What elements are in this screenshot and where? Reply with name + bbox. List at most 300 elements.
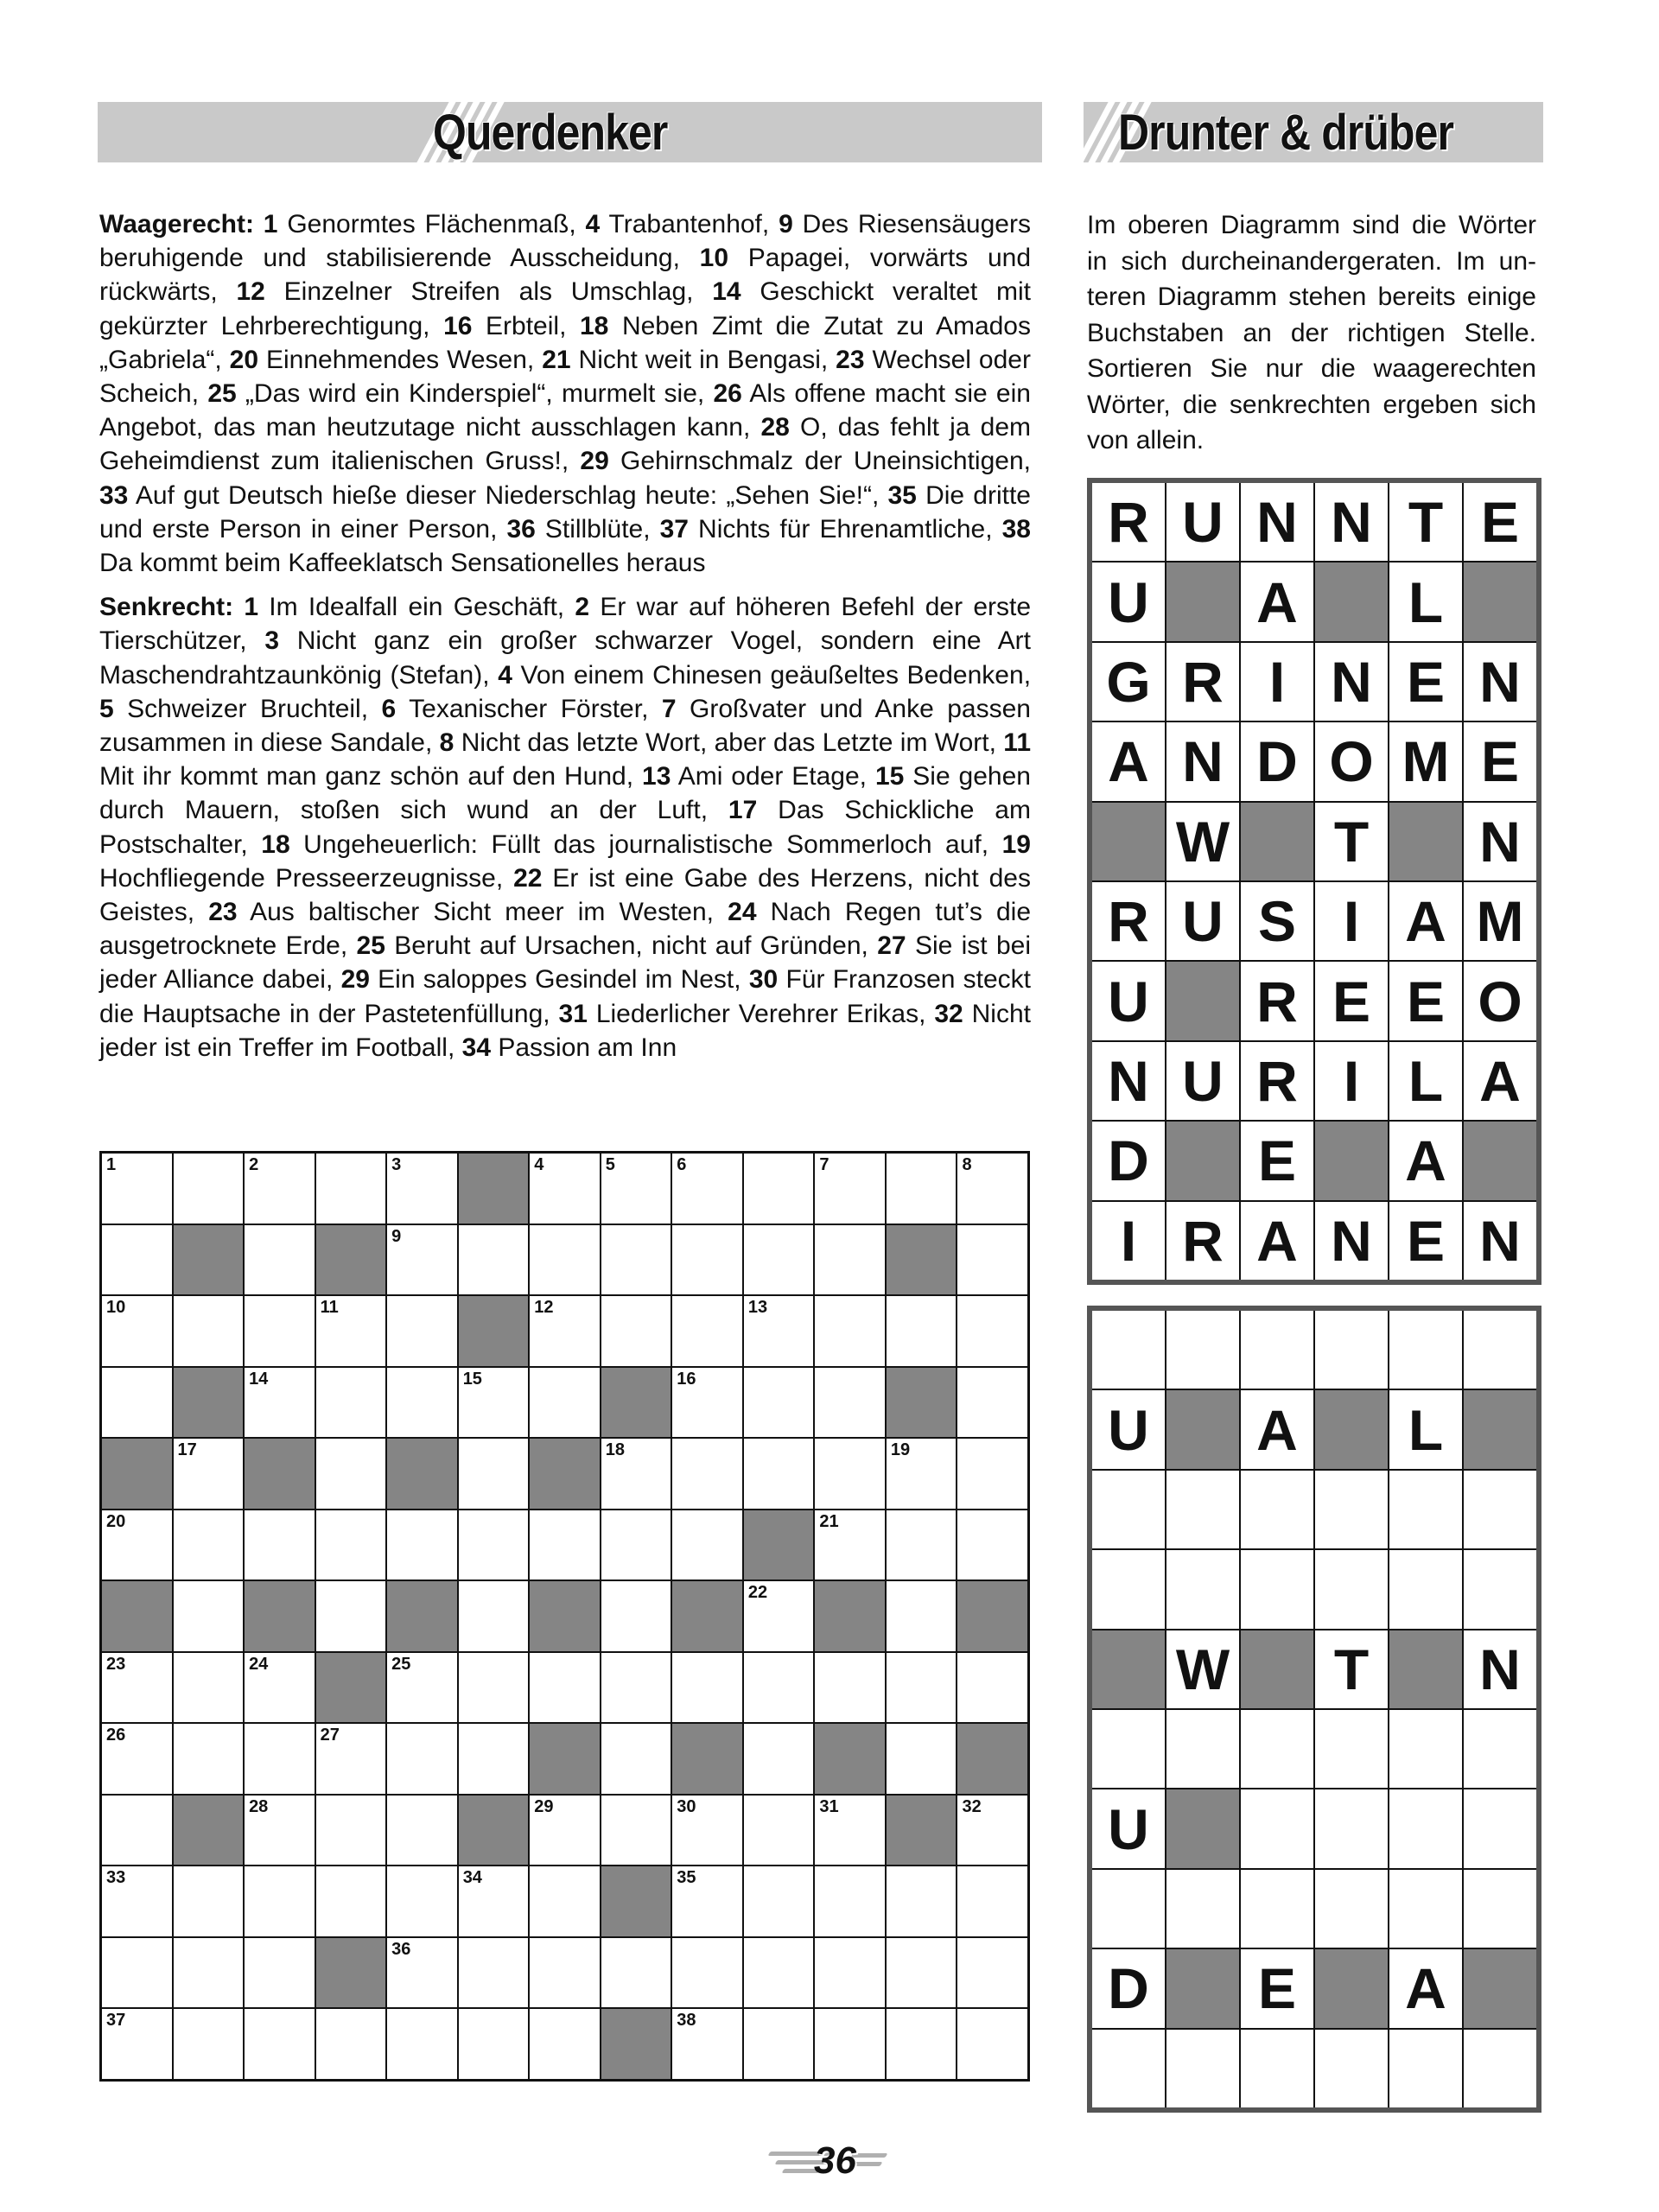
crossword-cell[interactable]	[316, 1724, 386, 1794]
diagram-empty-cell[interactable]	[1389, 1550, 1462, 1628]
diagram-empty-cell[interactable]	[1315, 1870, 1388, 1948]
crossword-cell[interactable]	[601, 1439, 671, 1509]
crossword-cell[interactable]	[316, 1439, 386, 1509]
cell-number: 35	[677, 1868, 696, 1888]
crossword-cell[interactable]	[887, 1510, 957, 1580]
diagram-black-cell	[1464, 563, 1536, 640]
crossword-cell[interactable]	[459, 1581, 529, 1651]
crossword-cell[interactable]	[815, 1938, 885, 2008]
clue-text-item: Trabantenhof	[608, 210, 762, 238]
diagram-empty-cell[interactable]	[1315, 2030, 1388, 2107]
crossword-cell[interactable]	[672, 1225, 742, 1295]
crossword-cell[interactable]	[957, 1296, 1027, 1366]
crossword-cell[interactable]	[316, 2009, 386, 2079]
crossword-cell[interactable]	[530, 1653, 600, 1723]
clue-number: 17	[728, 796, 758, 825]
page-number-text: 36	[814, 2139, 856, 2182]
crossword-cell[interactable]	[174, 1653, 244, 1723]
clue-text-item: Von einem Chinesen geäußeltes Bedenken	[520, 660, 1024, 690]
diagram-letter-cell: N	[1464, 803, 1536, 880]
crossword-cell[interactable]	[245, 1653, 315, 1723]
crossword-cell[interactable]	[459, 1724, 529, 1794]
senkrecht-clues: Senkrecht: 1 Im Idealfall ein Geschäft, 2 Er war auf höheren Befehl der erste Tierschützer, 3 Nicht ganz ein großer schwarzer Vogel, sondern eine Art Maschendrahtzaunkönig (Stefan), 4 Von einem Chinesen geäußeltes Bedenken, 5 Schweizer Bruchteil, 6 Texanischer Förster, 7 Großvater und Anke passen zusammen in diese Sandale, 8 Nicht das letzte Wort, aber das Letzte im Wort, 11 Mit ihr kommt man ganz schön auf den Hund, 13 Ami oder Etage, 15 Sie gehen durch Mauern, stoßen sich wund an der Luft, 17 Das Schickliche am Postschalter, 18 Ungeheuerlich: Füllt das journalistische Sommerloch auf, 19 Hochfliegende Presseerzeugnisse, 22 Er ist eine Gabe des Herzens, nicht des Geistes, 23 Aus baltischer Sicht meer im Westen, 24 Nach Regen tut’s die ausgetrocknete Erde, 25 Beruht auf Ursachen, nicht auf Gründen, 27 Sie ist bei jeder Alliance dabei, 29 Ein saloppes Gesindel im Nest, 30 Für Franzosen steckt die Hauptsache in der Pastetenfüllung, 31 Liederlicher Verehrer Erikas, 32 Nicht jeder ist ein Treffer im Football, 34 Passion am Inn	[99, 593, 1032, 1062]
crossword-cell[interactable]	[887, 1724, 957, 1794]
clue-number: 26	[713, 379, 742, 409]
crossword-cell[interactable]	[601, 1653, 671, 1723]
crossword-cell[interactable]	[245, 2009, 315, 2079]
crossword-cell[interactable]	[174, 1296, 244, 1366]
crossword-cell[interactable]	[672, 1938, 742, 2008]
crossword-cell[interactable]	[957, 1225, 1027, 1295]
crossword-cell[interactable]	[174, 1439, 244, 1509]
crossword-cell[interactable]	[672, 1653, 742, 1723]
diagram-empty-cell[interactable]	[1241, 1550, 1313, 1628]
cell-number: 5	[605, 1155, 615, 1174]
crossword-cell[interactable]	[957, 1938, 1027, 2008]
diagram-letter-cell: A	[1241, 1390, 1313, 1468]
cell-number: 21	[819, 1511, 839, 1531]
crossword-cell[interactable]	[387, 1368, 457, 1438]
crossword-cell[interactable]	[459, 1653, 529, 1723]
crossword-cell[interactable]	[459, 1225, 529, 1295]
crossword-cell[interactable]	[887, 1938, 957, 2008]
diagram-black-cell	[1166, 1122, 1239, 1199]
diagram-black-cell	[1166, 1390, 1239, 1468]
diagram-black-cell	[1464, 1949, 1536, 2027]
diagram-letter-cell: A	[1389, 1949, 1462, 2027]
diagram-letter-cell: E	[1389, 962, 1462, 1039]
crossword-cell[interactable]	[744, 1796, 814, 1866]
clue-text-item: Genormtes Flächenmaß	[287, 210, 569, 238]
crossword-cell[interactable]	[957, 1439, 1027, 1509]
diagram-black-cell	[1092, 803, 1165, 880]
diagram-letter-cell: A	[1389, 1122, 1462, 1199]
crossword-cell[interactable]	[459, 2009, 529, 2079]
crossword-cell[interactable]	[887, 1439, 957, 1509]
crossword-cell[interactable]	[887, 1154, 957, 1224]
crossword-cell[interactable]	[459, 1938, 529, 2008]
clue-text-item: Da kommt beim Kaffeeklatsch Sensationelles heraus	[99, 549, 706, 578]
diagram-letter-cell: E	[1315, 962, 1388, 1039]
clue-text-item: Als offene macht sie ein Angebot, das man heutzutage nicht ausschlagen kann	[99, 379, 1031, 442]
diagram-empty-cell[interactable]	[1092, 1870, 1165, 1948]
cell-number: 14	[249, 1369, 269, 1389]
cell-number: 23	[106, 1654, 126, 1674]
crossword-cell[interactable]	[744, 1581, 814, 1651]
cell-number: 27	[320, 1726, 340, 1745]
clue-number: 29	[580, 447, 609, 476]
crossword-cell[interactable]	[245, 1724, 315, 1794]
crossword-cell[interactable]	[887, 1653, 957, 1723]
crossword-cell[interactable]	[530, 1154, 600, 1224]
diagram-empty-cell[interactable]	[1464, 1550, 1536, 1628]
diagram-empty-cell[interactable]	[1092, 2030, 1165, 2107]
crossword-black-cell	[245, 1581, 315, 1651]
crossword-cell[interactable]	[387, 1154, 457, 1224]
clue-text-item: Nichts für Ehrenamtliche	[698, 514, 986, 543]
crossword-cell[interactable]	[744, 1368, 814, 1438]
diagram-empty-cell[interactable]	[1464, 1471, 1536, 1548]
crossword-cell[interactable]	[387, 1938, 457, 2008]
diagram-empty-cell[interactable]	[1166, 1471, 1239, 1548]
diagram-letter-cell: L	[1389, 1390, 1462, 1468]
crossword-cell[interactable]	[672, 1368, 742, 1438]
diagram-empty-cell[interactable]	[1241, 1789, 1313, 1867]
cell-number: 16	[677, 1369, 696, 1389]
diagram-letter-cell: R	[1092, 882, 1165, 960]
crossword-cell[interactable]	[815, 1368, 885, 1438]
crossword-cell[interactable]	[957, 1510, 1027, 1580]
diagram-letter-cell: W	[1166, 1630, 1239, 1708]
crossword-cell[interactable]	[316, 1866, 386, 1936]
cell-number: 18	[605, 1440, 626, 1460]
crossword-black-cell	[815, 1724, 885, 1794]
crossword-cell[interactable]	[316, 1368, 386, 1438]
crossword-cell[interactable]	[174, 1866, 244, 1936]
crossword-cell[interactable]	[530, 1296, 600, 1366]
crossword-cell[interactable]	[601, 1938, 671, 2008]
clue-text-item: Nach Regen tut’s die ausgetrocknete Erde	[99, 898, 1032, 961]
crossword-cell[interactable]	[887, 1581, 957, 1651]
clue-text-item: Passion am Inn	[498, 1033, 677, 1062]
diagram-black-cell	[1241, 803, 1313, 880]
crossword-cell[interactable]	[887, 1866, 957, 1936]
crossword-cell[interactable]	[245, 1296, 315, 1366]
crossword-cell[interactable]	[672, 1510, 742, 1580]
cell-number: 20	[106, 1511, 126, 1531]
diagram-empty-cell[interactable]	[1241, 1471, 1313, 1548]
diagram-black-cell	[1166, 1789, 1239, 1867]
crossword-cell[interactable]	[387, 1510, 457, 1580]
diagram-empty-cell[interactable]	[1464, 1710, 1536, 1788]
diagram-black-cell	[1315, 1122, 1388, 1199]
crossword-black-cell	[601, 1368, 671, 1438]
crossword-cell[interactable]	[744, 1653, 814, 1723]
crossword-cell[interactable]	[316, 1796, 386, 1866]
diagram-empty-cell[interactable]	[1389, 1789, 1462, 1867]
diagram-empty-cell[interactable]	[1092, 1550, 1165, 1628]
crossword-black-cell	[102, 1439, 172, 1509]
crossword-cell[interactable]	[744, 1866, 814, 1936]
crossword-black-cell	[174, 1225, 244, 1295]
crossword-cell[interactable]	[102, 1724, 172, 1794]
crossword-cell[interactable]	[245, 1796, 315, 1866]
diagram-empty-cell[interactable]	[1315, 1471, 1388, 1548]
diagram-empty-cell[interactable]	[1241, 1870, 1313, 1948]
crossword-cell[interactable]	[530, 1796, 600, 1866]
diagram-letter-cell: E	[1464, 722, 1536, 800]
diagram-letter-cell: A	[1241, 563, 1313, 640]
crossword-cell[interactable]	[957, 1653, 1027, 1723]
cell-number: 19	[890, 1440, 911, 1460]
clue-text-item: Einnehmendes Wesen	[266, 345, 527, 374]
crossword-cell[interactable]	[815, 1653, 885, 1723]
diagram-letter-cell: R	[1241, 962, 1313, 1039]
cell-number: 6	[677, 1155, 687, 1174]
crossword-cell[interactable]	[316, 1296, 386, 1366]
crossword-cell[interactable]	[672, 1796, 742, 1866]
diagram-letter-cell: N	[1315, 1202, 1388, 1280]
cell-number: 7	[819, 1155, 830, 1174]
crossword-cell[interactable]	[102, 1796, 172, 1866]
crossword-cell[interactable]	[815, 1225, 885, 1295]
diagram-empty-cell[interactable]	[1092, 1471, 1165, 1548]
diagram-empty-cell[interactable]	[1389, 2030, 1462, 2107]
crossword-cell[interactable]	[887, 2009, 957, 2079]
crossword-cell[interactable]	[815, 1796, 885, 1866]
diagram-empty-cell[interactable]	[1166, 1550, 1239, 1628]
clue-number: 18	[579, 311, 609, 340]
crossword-cell[interactable]	[957, 1154, 1027, 1224]
crossword-cell[interactable]	[601, 1581, 671, 1651]
crossword-cell[interactable]	[102, 1866, 172, 1936]
diagram-empty-cell[interactable]	[1389, 1710, 1462, 1788]
clue-text-item: Nicht jeder ist ein Treffer im Football	[99, 999, 1031, 1062]
crossword-cell[interactable]	[815, 2009, 885, 2079]
crossword-cell[interactable]	[601, 1225, 671, 1295]
crossword-black-cell	[245, 1439, 315, 1509]
crossword-cell[interactable]	[815, 1296, 885, 1366]
crossword-cell[interactable]	[245, 1225, 315, 1295]
clue-text-item: Sie ist bei jeder Alliance dabei	[99, 931, 1032, 995]
clue-text-item: Ungeheuerlich: Füllt das journalistische Sommerloch auf	[303, 830, 982, 859]
clue-number: 30	[748, 965, 779, 995]
crossword-cell[interactable]	[102, 1368, 172, 1438]
crossword-cell[interactable]	[102, 1938, 172, 2008]
crossword-cell[interactable]	[530, 1938, 600, 2008]
cell-number: 4	[534, 1155, 544, 1174]
crossword-cell[interactable]	[387, 1225, 457, 1295]
crossword-cell[interactable]	[387, 1296, 457, 1366]
crossword-cell[interactable]	[744, 1154, 814, 1224]
clue-number: 23	[208, 898, 238, 927]
clue-number: 36	[506, 514, 536, 543]
diagram-letter-cell: U	[1092, 563, 1165, 640]
crossword-cell[interactable]	[245, 1368, 315, 1438]
crossword-cell[interactable]	[957, 2009, 1027, 2079]
crossword-cell[interactable]	[316, 1154, 386, 1224]
crossword-cell[interactable]	[174, 1581, 244, 1651]
diagram-empty-cell[interactable]	[1166, 2030, 1239, 2107]
diagram-empty-cell[interactable]	[1464, 1870, 1536, 1948]
clue-number: 15	[874, 762, 905, 791]
crossword-black-cell	[316, 1225, 386, 1295]
clue-number: 32	[934, 999, 963, 1028]
diagram-empty-cell[interactable]	[1241, 1311, 1313, 1389]
crossword-cell[interactable]	[672, 1866, 742, 1936]
crossword-cell[interactable]	[102, 1225, 172, 1295]
clue-number: 7	[661, 694, 677, 723]
crossword-cell[interactable]	[744, 1296, 814, 1366]
diagram-letter-cell: R	[1166, 643, 1239, 721]
clue-text-item: Nicht ganz ein großer schwarzer Vogel, sondern eine Art Maschendrahtzaunkönig (Stefan)	[99, 626, 1031, 690]
clue-number: 21	[542, 345, 571, 374]
cell-number: 22	[747, 1583, 768, 1603]
cell-number: 34	[462, 1868, 482, 1888]
diagram-empty-cell[interactable]	[1389, 1471, 1462, 1548]
cell-number: 8	[962, 1155, 972, 1174]
crossword-cell[interactable]	[815, 1154, 885, 1224]
diagram-empty-cell[interactable]	[1464, 1311, 1536, 1389]
clue-number: 23	[836, 345, 865, 374]
diagram-letter-cell: E	[1241, 1122, 1313, 1199]
senkrecht-heading: Senkrecht:	[99, 593, 234, 622]
crossword-cell[interactable]	[387, 2009, 457, 2079]
cell-number: 2	[249, 1155, 259, 1174]
crossword-cell[interactable]	[174, 1724, 244, 1794]
crossword-cell[interactable]	[601, 1154, 671, 1224]
clue-text-item: Neben Zimt die Zutat zu Amados „Gabriela“	[99, 311, 1031, 374]
diagram-letter-cell: G	[1092, 643, 1165, 721]
diagram-empty-cell[interactable]	[1315, 1550, 1388, 1628]
diagram-black-cell	[1092, 1630, 1165, 1708]
crossword-black-cell	[957, 1724, 1027, 1794]
diagram-empty-cell[interactable]	[1315, 1710, 1388, 1788]
crossword-cell[interactable]	[672, 1154, 742, 1224]
crossword-cell[interactable]	[174, 1154, 244, 1224]
crossword-black-cell	[459, 1796, 529, 1866]
crossword-cell[interactable]	[387, 1724, 457, 1794]
crossword-cell[interactable]	[102, 1510, 172, 1580]
crossword-cell[interactable]	[387, 1866, 457, 1936]
waagerecht-clues: Waagerecht: 1 Genormtes Flächenmaß, 4 Trabantenhof, 9 Des Riesensäugers beruhigende und stabilisierende Ausscheidung, 10 Papagei, vorwärts und rückwärts, 12 Einzelner Streifen als Umschlag, 14 Geschickt veraltet mit gekürzter Lehrberechtigung, 16 Erbteil, 18 Neben Zimt die Zutat zu Amados „Gabriela“, 20 Einnehmendes Wesen, 21 Nicht weit in Bengasi, 23 Wechsel oder Scheich, 25 „Das wird ein Kinderspiel“, murmelt sie, 26 Als offene macht sie ein Angebot, das man heutzutage nicht ausschlagen kann, 28 O, das fehlt ja dem Geheimdienst zum italienischen Gruss!, 29 Gehirnschmalz der Uneinsichtigen, 33 Auf gut Deutsch hieße dieser Niederschlag heute: „Sehen Sie!“, 35 Die dritte und erste Person in einer Person, 36 Stillblüte, 37 Nichts für Ehrenamtliche, 38 Da kommt beim Kaffeeklatsch Sensationelles heraus	[99, 210, 1032, 578]
diagram-letter-cell: U	[1166, 1042, 1239, 1120]
crossword-cell[interactable]	[387, 1796, 457, 1866]
clue-number: 22	[513, 863, 543, 893]
crossword-cell[interactable]	[601, 1724, 671, 1794]
crossword-cell[interactable]	[957, 1796, 1027, 1866]
crossword-black-cell	[459, 1154, 529, 1224]
crossword-cell[interactable]	[744, 2009, 814, 2079]
diagram-letter-cell: U	[1092, 1390, 1165, 1468]
diagram-letter-cell: N	[1464, 643, 1536, 721]
clue-number: 1	[263, 210, 278, 238]
diagram-black-cell	[1166, 1949, 1239, 2027]
crossword-cell[interactable]	[815, 1510, 885, 1580]
clue-text-item: Beruht auf Ursachen, nicht auf Gründen	[394, 931, 861, 961]
crossword-cell[interactable]	[672, 2009, 742, 2079]
crossword-cell[interactable]	[316, 1510, 386, 1580]
clue-text-item: Nicht das letzte Wort, aber das Letzte im Wort	[461, 728, 989, 758]
page-number	[769, 2134, 890, 2186]
crossword-cell[interactable]	[530, 1368, 600, 1438]
diagram-empty-cell[interactable]	[1092, 1710, 1165, 1788]
diagram-empty-cell[interactable]	[1092, 1311, 1165, 1389]
diagram-letter-cell: I	[1241, 643, 1313, 721]
clue-text-item: Wechsel oder Scheich	[99, 345, 1031, 409]
crossword-cell[interactable]	[174, 1938, 244, 2008]
crossword-black-cell	[316, 1938, 386, 2008]
crossword-cell[interactable]	[744, 1724, 814, 1794]
crossword-cell[interactable]	[744, 1938, 814, 2008]
clue-text-item: „Das wird ein Kinderspiel“, murmelt sie	[245, 379, 697, 409]
diagram-letter-cell: N	[1092, 1042, 1165, 1120]
cell-number: 32	[962, 1796, 982, 1816]
crossword-cell[interactable]	[245, 1510, 315, 1580]
diagram-empty-cell[interactable]	[1315, 1789, 1388, 1867]
crossword-cell[interactable]	[245, 1866, 315, 1936]
crossword-cell[interactable]	[815, 1866, 885, 1936]
crossword-black-cell	[530, 1724, 600, 1794]
clue-text-item: Im Idealfall ein Geschäft	[269, 593, 557, 622]
diagram-empty-cell[interactable]	[1241, 1710, 1313, 1788]
clue-number: 35	[887, 480, 917, 510]
diagram-letter-cell: E	[1464, 483, 1536, 561]
diagram-letter-cell: A	[1389, 882, 1462, 960]
clue-number: 28	[760, 413, 790, 442]
clue-text-item: Ein saloppes Gesindel im Nest	[378, 965, 734, 995]
cell-number: 26	[106, 1726, 126, 1745]
crossword-cell[interactable]	[815, 1439, 885, 1509]
waagerecht-heading: Waagerecht:	[99, 210, 254, 238]
crossword-cell[interactable]	[102, 1653, 172, 1723]
crossword-cell[interactable]	[744, 1439, 814, 1509]
crossword-cell[interactable]	[459, 1439, 529, 1509]
diagram-black-cell	[1464, 1390, 1536, 1468]
crossword-cell[interactable]	[530, 1510, 600, 1580]
diagram-empty-cell[interactable]	[1166, 1710, 1239, 1788]
diagram-empty-cell[interactable]	[1166, 1870, 1239, 1948]
crossword-cell[interactable]	[530, 1225, 600, 1295]
crossword-cell[interactable]	[245, 1938, 315, 2008]
crossword-cell[interactable]	[530, 1866, 600, 1936]
crossword-cell[interactable]	[601, 1296, 671, 1366]
clue-number: 37	[659, 514, 689, 543]
querdenker-banner	[98, 102, 1042, 162]
diagram-empty-cell[interactable]	[1315, 1311, 1388, 1389]
crossword-black-cell	[316, 1653, 386, 1723]
crossword-cell[interactable]	[316, 1581, 386, 1651]
crossword-cell[interactable]	[744, 1225, 814, 1295]
crossword-cell[interactable]	[887, 1296, 957, 1366]
crossword-cell[interactable]	[459, 1510, 529, 1580]
clue-number: 19	[1001, 830, 1031, 859]
crossword-cell[interactable]	[245, 1154, 315, 1224]
crossword-cell[interactable]	[957, 1368, 1027, 1438]
crossword-cell[interactable]	[459, 1866, 529, 1936]
diagram-empty-cell[interactable]	[1389, 1870, 1462, 1948]
crossword-cell[interactable]	[174, 1510, 244, 1580]
crossword-cell[interactable]	[957, 1866, 1027, 1936]
crossword-cell[interactable]	[601, 1510, 671, 1580]
crossword-cell[interactable]	[601, 1796, 671, 1866]
diagram-letter-cell: E	[1241, 1949, 1313, 2027]
clue-text-item: O, das fehlt ja dem Geheimdienst zum italienischen Gruss!	[99, 413, 1031, 476]
diagram-empty-cell[interactable]	[1166, 1311, 1239, 1389]
diagram-letter-cell: U	[1166, 882, 1239, 960]
crossword-cell[interactable]	[174, 2009, 244, 2079]
cell-number: 12	[534, 1298, 554, 1318]
diagram-empty-cell[interactable]	[1464, 2030, 1536, 2107]
crossword-cell[interactable]	[672, 1439, 742, 1509]
clue-text-item: Schweizer Bruchteil	[127, 694, 361, 723]
crossword-cell[interactable]	[102, 1296, 172, 1366]
crossword-cell[interactable]	[387, 1653, 457, 1723]
crossword-cell[interactable]	[102, 1154, 172, 1224]
drunter-title: Drunter & drüber	[1118, 105, 1454, 161]
crossword-cell[interactable]	[672, 1296, 742, 1366]
clue-text-item: Ami oder Etage	[677, 762, 860, 791]
crossword-black-cell	[387, 1439, 457, 1509]
clue-number: 6	[381, 694, 397, 723]
cell-number: 38	[677, 2011, 696, 2031]
diagram-empty-cell[interactable]	[1464, 1789, 1536, 1867]
diagram-empty-cell[interactable]	[1241, 2030, 1313, 2107]
crossword-cell[interactable]	[102, 2009, 172, 2079]
crossword-cell[interactable]	[530, 2009, 600, 2079]
diagram-empty-cell[interactable]	[1389, 1311, 1462, 1389]
crossword-cell[interactable]	[459, 1368, 529, 1438]
